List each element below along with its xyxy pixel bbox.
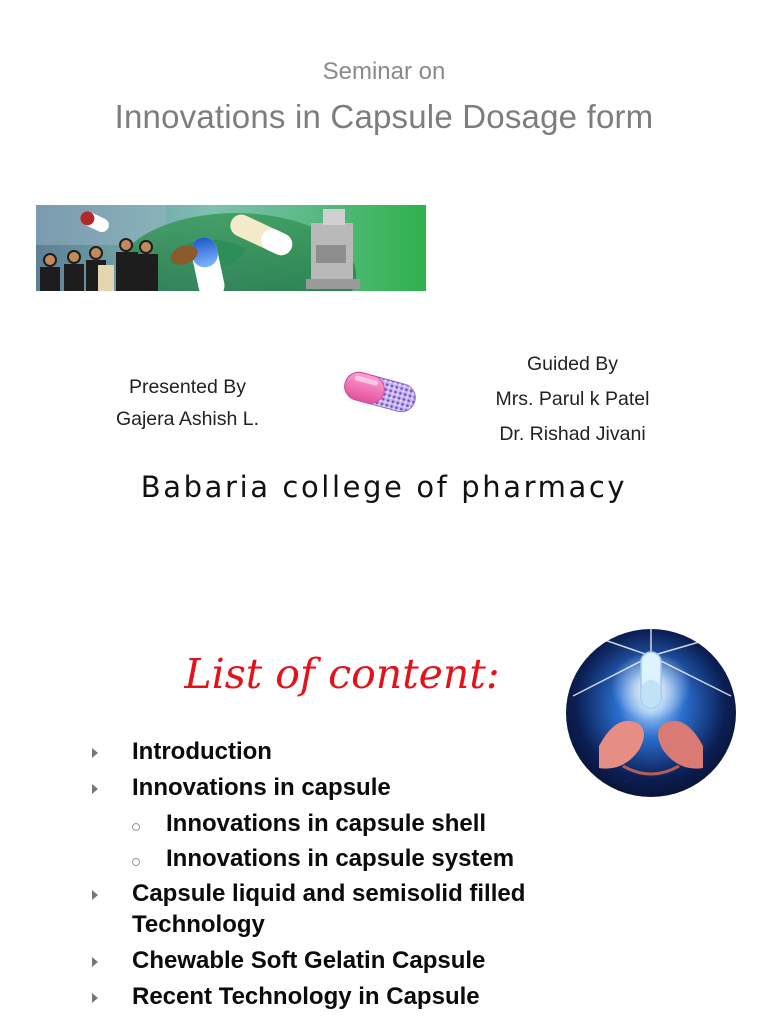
list-item — [88, 736, 608, 767]
list-item — [88, 772, 608, 803]
presented-by-label: Presented By — [128, 376, 247, 398]
list-subitem — [88, 843, 608, 874]
list-item-label: Innovations in capsule — [132, 774, 391, 801]
guided-by-label: Guided By — [526, 353, 619, 375]
hollow-circle-icon — [132, 823, 140, 831]
seminar-title: Innovations in Capsule Dosage form — [114, 98, 654, 135]
seminar-kicker: Seminar on — [322, 58, 446, 85]
triangle-arrow-icon — [92, 784, 98, 794]
list-item — [88, 878, 608, 940]
guided-by-block — [470, 347, 675, 452]
list-item-label: Innovations in capsule system — [166, 845, 515, 872]
presented-by-block — [100, 371, 275, 435]
list-item-label: Innovations in capsule shell — [166, 810, 487, 837]
hollow-circle-icon — [132, 858, 140, 866]
list-item — [88, 981, 608, 1012]
list-item-label: Introduction — [132, 738, 272, 765]
guide-name: Mrs. Parul k Patel — [495, 388, 650, 410]
triangle-arrow-icon — [92, 890, 98, 900]
banner-image — [36, 205, 426, 291]
content-list-title: List of content: — [184, 650, 500, 698]
list-item-label: Recent Technology in Capsule — [132, 983, 480, 1010]
content-list — [88, 736, 608, 1017]
capsule-icon — [338, 366, 422, 418]
college-name: Babaria college of pharmacy — [140, 470, 628, 504]
list-item — [88, 945, 608, 976]
triangle-arrow-icon — [92, 748, 98, 758]
triangle-arrow-icon — [92, 993, 98, 1003]
triangle-arrow-icon — [92, 957, 98, 967]
guide-name: Dr. Rishad Jivani — [499, 423, 646, 445]
list-subitem — [88, 808, 608, 839]
presenter-name: Gajera Ashish L. — [115, 408, 260, 430]
list-item-label: Capsule liquid and semisolid filled Technology — [132, 880, 526, 938]
list-item-label: Chewable Soft Gelatin Capsule — [132, 947, 486, 974]
